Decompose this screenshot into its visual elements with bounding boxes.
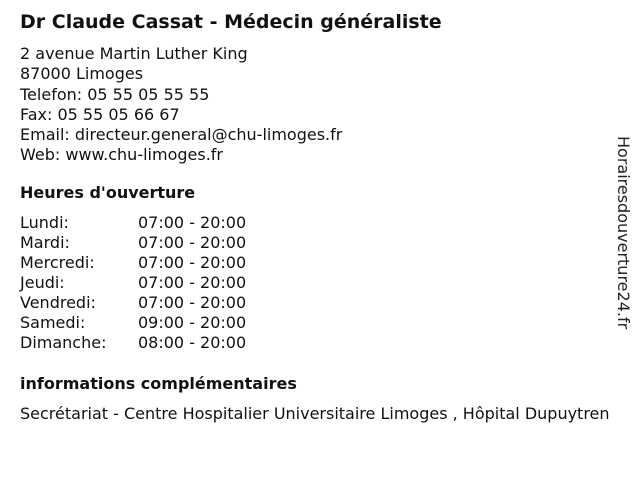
hours-time: 08:00 - 20:00 bbox=[138, 333, 247, 352]
hours-row-samedi bbox=[20, 313, 246, 333]
hours-day: Lundi: bbox=[20, 213, 69, 232]
hours-row-mardi bbox=[20, 233, 246, 253]
hours-time: 09:00 - 20:00 bbox=[138, 313, 247, 332]
hours-heading: Heures d'ouverture bbox=[20, 183, 196, 202]
hours-time: 07:00 - 20:00 bbox=[138, 253, 247, 272]
hours-time: 07:00 - 20:00 bbox=[138, 233, 247, 252]
site-watermark: Horairesdouverture24.fr bbox=[614, 136, 633, 330]
hours-table bbox=[20, 213, 246, 353]
hours-row-mercredi bbox=[20, 253, 246, 273]
hours-time: 07:00 - 20:00 bbox=[138, 213, 247, 232]
contact-block bbox=[20, 44, 342, 166]
address-city: 87000 Limoges bbox=[20, 64, 144, 84]
address-street: 2 avenue Martin Luther King bbox=[20, 44, 248, 63]
hours-day: Mercredi: bbox=[20, 253, 95, 272]
hours-day: Dimanche: bbox=[20, 333, 107, 352]
info-text: Secrétariat - Centre Hospitalier Universitaire Limoges , Hôpital Dupuytren bbox=[20, 404, 610, 423]
hours-day: Vendredi: bbox=[20, 293, 96, 312]
hours-day: Samedi: bbox=[20, 313, 86, 332]
page-title: Dr Claude Cassat - Médecin généraliste bbox=[20, 11, 442, 33]
hours-row-vendredi bbox=[20, 293, 246, 313]
hours-row-jeudi bbox=[20, 273, 246, 293]
phone-line: Telefon: 05 55 05 55 55 bbox=[20, 84, 210, 104]
hours-row-dimanche bbox=[20, 333, 246, 353]
fax-line: Fax: 05 55 05 66 67 bbox=[20, 104, 180, 124]
info-heading: informations complémentaires bbox=[20, 374, 297, 393]
hours-day: Mardi: bbox=[20, 233, 70, 252]
hours-row-lundi bbox=[20, 213, 246, 233]
hours-time: 07:00 - 20:00 bbox=[138, 273, 247, 292]
website-line: Web: www.chu-limoges.fr bbox=[20, 145, 223, 165]
hours-day: Jeudi: bbox=[20, 273, 65, 292]
email-line: Email: directeur.general@chu-limoges.fr bbox=[20, 125, 343, 145]
hours-time: 07:00 - 20:00 bbox=[138, 293, 247, 312]
